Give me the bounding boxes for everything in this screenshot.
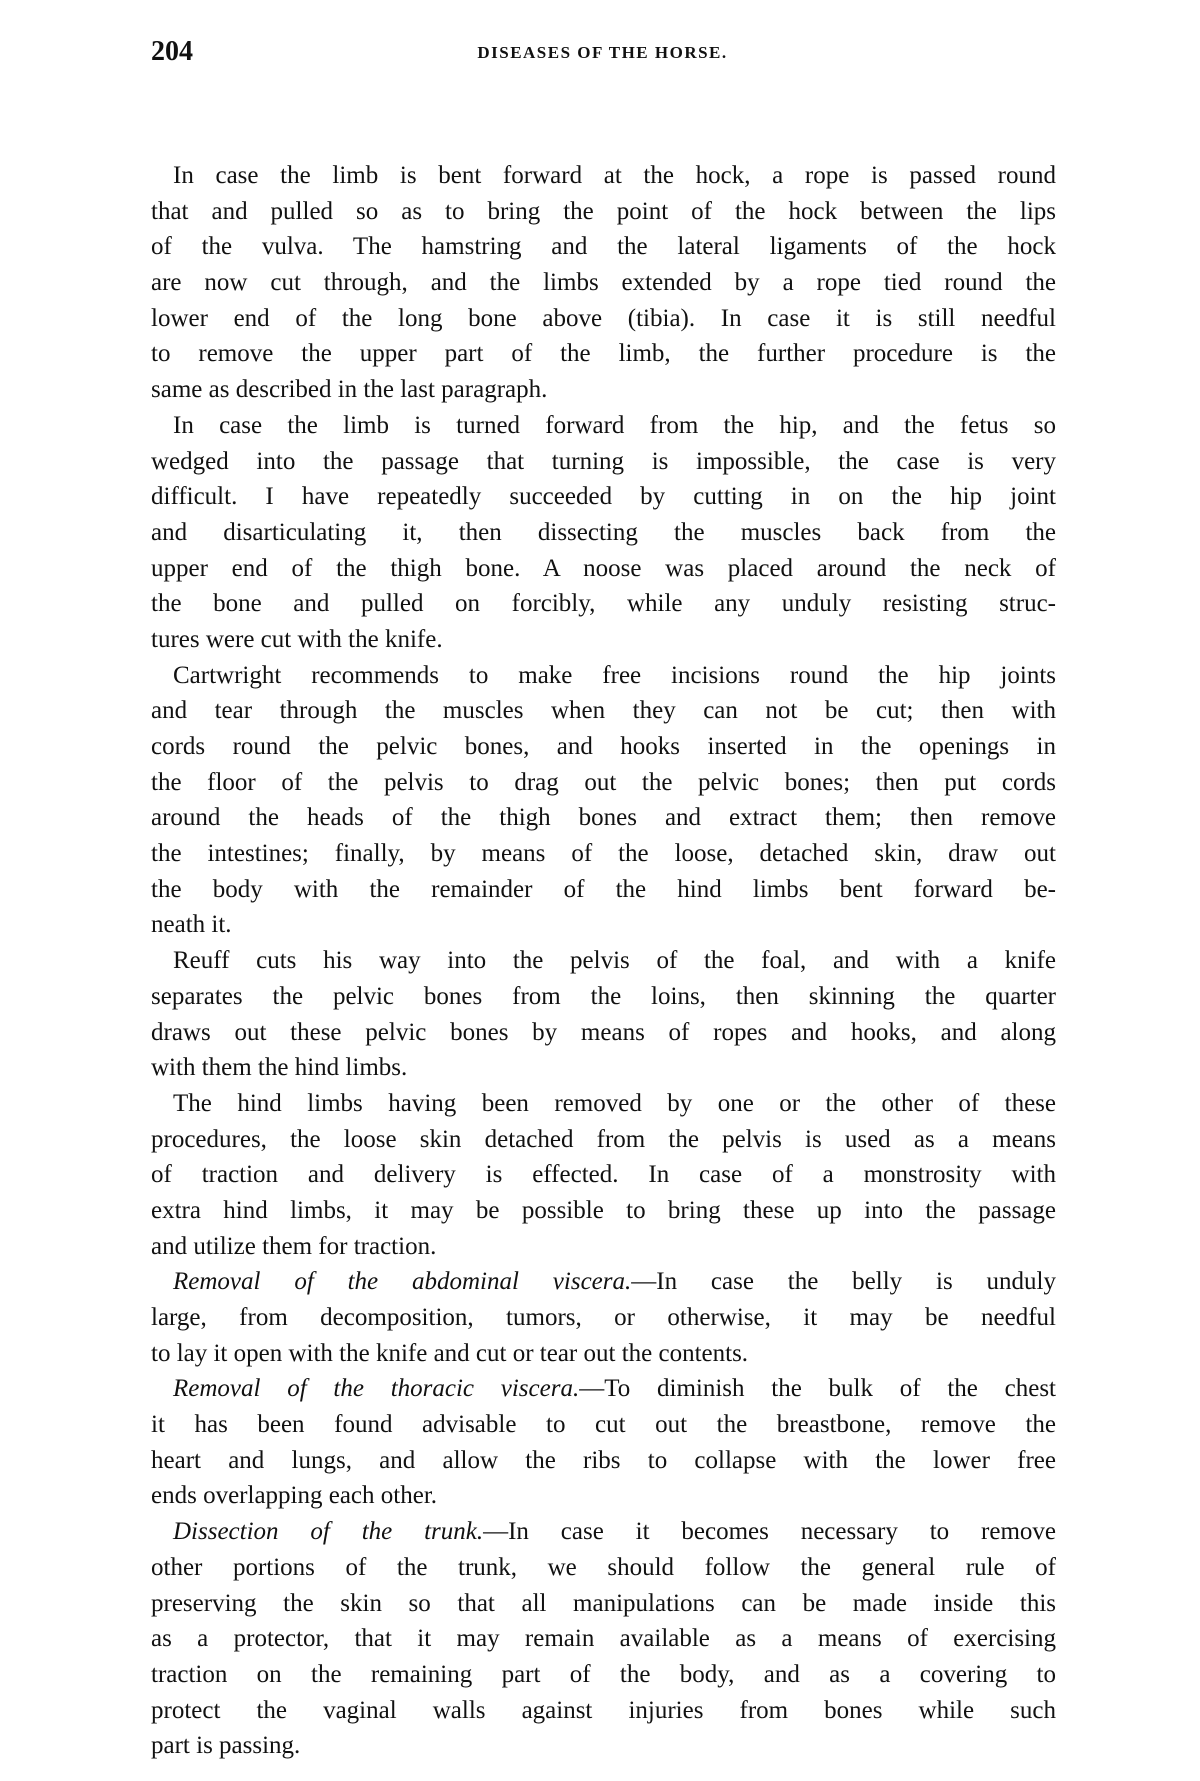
- line-text: neath it.: [151, 911, 232, 939]
- section-heading: Removal of the abdominal viscera.: [173, 1268, 632, 1296]
- text-line: [151, 479, 1056, 515]
- text-line: [151, 229, 1056, 265]
- text-line: [151, 1122, 1056, 1158]
- line-text: of the vulva. The hamstring and the lateral ligaments of the hock: [151, 233, 1056, 261]
- text-line: [151, 194, 1056, 230]
- line-text: procedures, the loose skin detached from the pelvis is used as a means: [151, 1125, 1056, 1153]
- text-line: [151, 515, 1056, 551]
- line-text: separates the pelvic bones from the loins, then skinning the quarter: [151, 982, 1056, 1010]
- text-line: [151, 1550, 1056, 1586]
- line-text: draws out these pelvic bones by means of ropes and hooks, and along: [151, 1018, 1056, 1046]
- line-text: around the heads of the thigh bones and extract them; then remove: [151, 804, 1056, 832]
- line-text: ends overlapping each other.: [151, 1482, 438, 1510]
- text-line: [151, 979, 1056, 1015]
- section-heading: Removal of the thoracic viscera.: [173, 1375, 580, 1403]
- text-line: [151, 1586, 1056, 1622]
- line-text: protect the vaginal walls against injuries from bones while such: [151, 1696, 1056, 1724]
- text-line: [151, 800, 1056, 836]
- text-line: [151, 658, 1056, 694]
- line-text: and tear through the muscles when they can not be cut; then with: [151, 697, 1056, 725]
- text-line: [151, 1336, 1056, 1372]
- line-text: upper end of the thigh bone. A noose was placed around the neck of: [151, 554, 1056, 582]
- line-text: and utilize them for traction.: [151, 1232, 437, 1260]
- line-text: preserving the skin so that all manipulations can be made inside this: [151, 1589, 1056, 1617]
- text-line: [151, 1514, 1056, 1550]
- text-line: [151, 1050, 1056, 1086]
- line-text: with them the hind limbs.: [151, 1054, 408, 1082]
- text-line: [151, 729, 1056, 765]
- text-line: [151, 1657, 1056, 1693]
- paragraph: [151, 1514, 1056, 1764]
- text-line: [151, 622, 1056, 658]
- text-line: [151, 1443, 1056, 1479]
- line-text: In case the limb is turned forward from the hip, and the fetus so: [173, 411, 1056, 439]
- text-line: [151, 1728, 1056, 1764]
- text-line: [151, 551, 1056, 587]
- line-text: and disarticulating it, then dissecting the muscles back from the: [151, 518, 1056, 546]
- paragraph: [151, 943, 1056, 1086]
- text-line: [151, 765, 1056, 801]
- line-text: —In case the belly is unduly: [631, 1268, 1056, 1296]
- text-line: [151, 265, 1056, 301]
- text-line: [151, 586, 1056, 622]
- line-text: In case the limb is bent forward at the hock, a rope is passed round: [173, 162, 1056, 189]
- text-line: [151, 336, 1056, 372]
- text-line: [151, 1229, 1056, 1265]
- paragraph: [151, 1086, 1056, 1264]
- text-line: [151, 1157, 1056, 1193]
- paragraph: [151, 1264, 1056, 1371]
- text-line: [151, 1407, 1056, 1443]
- running-header: [151, 36, 1054, 72]
- line-text: —To diminish the bulk of the chest: [579, 1375, 1056, 1403]
- text-line: [151, 907, 1056, 943]
- line-text: it has been found advisable to cut out the breastbone, remove the: [151, 1411, 1056, 1439]
- line-text: tures were cut with the knife.: [151, 625, 443, 653]
- paragraph: [151, 408, 1056, 658]
- line-text: Cartwright recommends to make free incisions round the hip joints: [173, 661, 1056, 689]
- text-line: [151, 1371, 1056, 1407]
- text-line: [151, 1478, 1056, 1514]
- line-text: same as described in the last paragraph.: [151, 376, 548, 404]
- text-line: [151, 836, 1056, 872]
- text-line: [151, 408, 1056, 444]
- line-text: extra hind limbs, it may be possible to bring these up into the passage: [151, 1196, 1056, 1224]
- line-text: the body with the remainder of the hind limbs bent forward be-: [151, 875, 1056, 903]
- line-text: wedged into the passage that turning is impossible, the case is very: [151, 447, 1056, 475]
- text-line: [151, 1264, 1056, 1300]
- paragraph: [151, 658, 1056, 944]
- text-line: [151, 444, 1056, 480]
- text-line: [151, 943, 1056, 979]
- line-text: Reuff cuts his way into the pelvis of the foal, and with a knife: [173, 947, 1056, 975]
- line-text: to lay it open with the knife and cut or tear out the contents.: [151, 1339, 749, 1367]
- body-text: [151, 158, 1056, 1764]
- text-line: [151, 1015, 1056, 1051]
- line-text: cords round the pelvic bones, and hooks inserted in the openings in: [151, 733, 1056, 760]
- line-text: traction on the remaining part of the body, and as a covering to: [151, 1660, 1056, 1688]
- line-text: the floor of the pelvis to drag out the pelvic bones; then put cords: [151, 768, 1056, 796]
- section-heading: Dissection of the trunk.: [173, 1518, 484, 1546]
- paragraph: [151, 158, 1056, 408]
- line-text: other portions of the trunk, we should follow the general rule of: [151, 1553, 1056, 1581]
- line-text: —In case it becomes necessary to remove: [483, 1518, 1056, 1546]
- text-line: [151, 372, 1056, 408]
- text-line: [151, 872, 1056, 908]
- text-line: [151, 1193, 1056, 1229]
- text-line: [151, 1693, 1056, 1729]
- line-text: the intestines; finally, by means of the loose, detached skin, draw out: [151, 840, 1056, 868]
- paragraph: [151, 1371, 1056, 1514]
- line-text: of traction and delivery is effected. In case of a monstrosity with: [151, 1161, 1056, 1189]
- text-line: [151, 1086, 1056, 1122]
- page-number: 204: [151, 36, 193, 67]
- line-text: to remove the upper part of the limb, the further procedure is the: [151, 340, 1056, 368]
- line-text: are now cut through, and the limbs extended by a rope tied round the: [151, 269, 1056, 297]
- line-text: that and pulled so as to bring the point of the hock between the lips: [151, 197, 1056, 225]
- line-text: difficult. I have repeatedly succeeded by cutting in on the hip joint: [151, 483, 1056, 511]
- text-line: [151, 1621, 1056, 1657]
- text-line: [151, 158, 1056, 194]
- line-text: as a protector, that it may remain available as a means of exercising: [151, 1625, 1056, 1653]
- line-text: the bone and pulled on forcibly, while any unduly resisting struc-: [151, 590, 1056, 618]
- text-line: [151, 301, 1056, 337]
- line-text: part is passing.: [151, 1732, 301, 1760]
- text-line: [151, 693, 1056, 729]
- line-text: large, from decomposition, tumors, or otherwise, it may be needful: [151, 1304, 1056, 1331]
- line-text: heart and lungs, and allow the ribs to collapse with the lower free: [151, 1446, 1056, 1474]
- line-text: lower end of the long bone above (tibia). In case it is still needful: [151, 304, 1056, 332]
- text-line: [151, 1300, 1056, 1336]
- running-title: DISEASES OF THE HORSE.: [477, 43, 728, 62]
- line-text: The hind limbs having been removed by one or the other of these: [173, 1089, 1056, 1117]
